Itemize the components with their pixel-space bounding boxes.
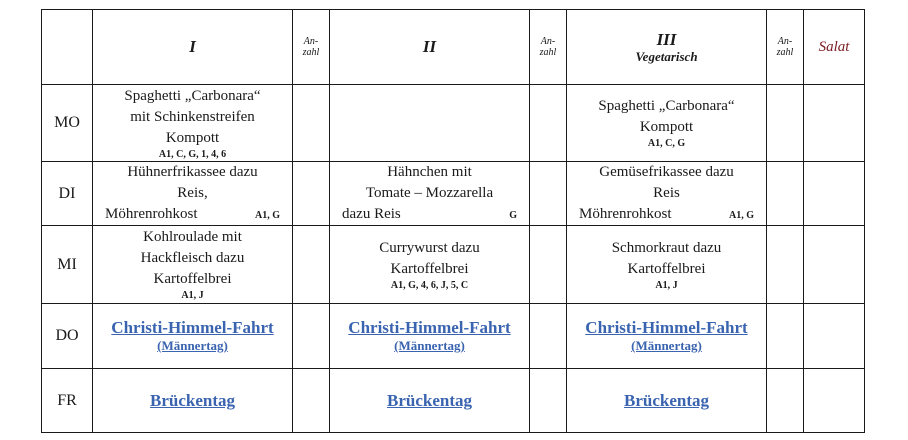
menu-table	[41, 9, 865, 433]
row-tuesday	[42, 162, 865, 226]
meal-line-with-allergens	[93, 204, 292, 225]
count-cell-wednesday-3[interactable]	[767, 226, 804, 304]
meal-thursday-2	[330, 304, 530, 369]
salat-cell-monday[interactable]	[804, 85, 865, 162]
meal-line: Kartoffelbrei	[627, 260, 706, 277]
header-anzahl-1-part2: zahl	[302, 47, 320, 58]
allergen-codes: A1, G	[255, 210, 280, 221]
allergen-codes: A1, J	[655, 279, 678, 291]
salat-cell-friday[interactable]	[804, 369, 865, 433]
meal-line: Tomate – Mozzarella	[365, 185, 494, 201]
meal-line-with-allergens	[330, 204, 529, 225]
holiday-link[interactable]: Christi-Himmel-Fahrt	[348, 318, 511, 337]
allergen-codes: A1, C, G, 1, 4, 6	[158, 148, 227, 160]
meal-line: Kompott	[165, 129, 220, 146]
header-menu-3-sublabel: Vegetarisch	[635, 48, 698, 64]
count-cell-tuesday-3[interactable]	[767, 162, 804, 226]
count-cell-monday-2[interactable]	[530, 85, 567, 162]
meal-line: Kohlroulade mit	[143, 229, 242, 245]
meal-line: Hühnerfrikassee dazu	[127, 164, 258, 180]
header-menu-3	[567, 10, 767, 85]
holiday-link[interactable]: Brückentag	[387, 390, 472, 410]
header-menu-3-label: III	[656, 29, 677, 49]
meal-tuesday-1	[93, 162, 293, 226]
salat-cell-tuesday[interactable]	[804, 162, 865, 226]
meal-line: Hähnchen mit	[387, 164, 472, 180]
salat-cell-wednesday[interactable]	[804, 226, 865, 304]
header-menu-2	[330, 10, 530, 85]
count-cell-wednesday-2[interactable]	[530, 226, 567, 304]
meal-line-with-allergens	[567, 204, 766, 225]
header-row	[42, 10, 865, 85]
meal-line: Currywurst dazu	[379, 239, 480, 256]
header-anzahl-2-part1: An-	[540, 36, 556, 47]
count-cell-friday-3[interactable]	[767, 369, 804, 433]
day-label-tuesday: DI	[42, 162, 93, 226]
row-wednesday	[42, 226, 865, 304]
header-anzahl-3-part2: zahl	[776, 47, 794, 58]
meal-line: mit Schinkenstreifen	[130, 108, 255, 125]
day-label-wednesday: MI	[42, 226, 93, 304]
count-cell-tuesday-2[interactable]	[530, 162, 567, 226]
meal-line: Hackfleisch dazu	[140, 250, 245, 266]
meal-monday-2	[330, 85, 530, 162]
row-thursday	[42, 304, 865, 369]
holiday-link[interactable]: Christi-Himmel-Fahrt	[111, 318, 274, 337]
header-anzahl-1	[293, 10, 330, 85]
count-cell-monday-3[interactable]	[767, 85, 804, 162]
day-label-monday: MO	[42, 85, 93, 162]
holiday-sub-link[interactable]: (Männertag)	[631, 338, 702, 353]
holiday-sub-link[interactable]: (Männertag)	[394, 338, 465, 353]
meal-line: Schmorkraut dazu	[611, 239, 722, 256]
allergen-codes: A1, C, G	[647, 138, 686, 149]
row-monday	[42, 85, 865, 162]
count-cell-friday-2[interactable]	[530, 369, 567, 433]
header-anzahl-1-part1: An-	[303, 36, 319, 47]
holiday-link[interactable]: Brückentag	[150, 390, 235, 410]
meal-line: Kompott	[639, 119, 694, 135]
holiday-link[interactable]: Brückentag	[624, 390, 709, 410]
meal-line: Reis	[653, 185, 680, 201]
allergen-codes: A1, G	[729, 210, 754, 221]
allergen-codes: G	[509, 210, 517, 221]
meal-monday-3	[567, 85, 767, 162]
meal-line: Gemüsefrikassee dazu	[599, 164, 734, 180]
day-label-friday: FR	[42, 369, 93, 433]
salat-cell-thursday[interactable]	[804, 304, 865, 369]
meal-monday-1	[93, 85, 293, 162]
meal-wednesday-3	[567, 226, 767, 304]
count-cell-friday-1[interactable]	[293, 369, 330, 433]
meal-friday-1	[93, 369, 293, 433]
count-cell-wednesday-1[interactable]	[293, 226, 330, 304]
meal-wednesday-1	[93, 226, 293, 304]
meal-tuesday-3	[567, 162, 767, 226]
meal-friday-2	[330, 369, 530, 433]
allergen-codes: A1, J	[181, 290, 204, 301]
allergen-codes: A1, G, 4, 6, J, 5, C	[390, 279, 469, 291]
meal-line: Spaghetti „Carbonara“	[124, 87, 261, 104]
meal-line: dazu Reis	[342, 206, 401, 222]
count-cell-thursday-3[interactable]	[767, 304, 804, 369]
header-anzahl-3	[767, 10, 804, 85]
header-anzahl-2	[530, 10, 567, 85]
meal-thursday-3	[567, 304, 767, 369]
header-menu-1	[93, 10, 293, 85]
header-salat: Salat	[804, 10, 865, 85]
meal-line: Reis,	[177, 185, 208, 201]
meal-friday-3	[567, 369, 767, 433]
meal-wednesday-2	[330, 226, 530, 304]
holiday-link[interactable]: Christi-Himmel-Fahrt	[585, 318, 748, 337]
header-anzahl-2-part2: zahl	[539, 47, 557, 58]
meal-line: Spaghetti „Carbonara“	[598, 98, 735, 114]
header-empty-cell	[42, 10, 93, 85]
meal-line: Möhrenrohkost	[579, 206, 672, 222]
day-label-thursday: DO	[42, 304, 93, 369]
meal-tuesday-2	[330, 162, 530, 226]
meal-thursday-1	[93, 304, 293, 369]
count-cell-tuesday-1[interactable]	[293, 162, 330, 226]
header-menu-1-label: I	[189, 37, 196, 56]
count-cell-thursday-1[interactable]	[293, 304, 330, 369]
header-anzahl-3-part1: An-	[777, 36, 793, 47]
meal-line: Möhrenrohkost	[105, 206, 198, 222]
count-cell-thursday-2[interactable]	[530, 304, 567, 369]
meal-line: Kartoffelbrei	[390, 260, 469, 277]
count-cell-monday-1[interactable]	[293, 85, 330, 162]
row-friday	[42, 369, 865, 433]
meal-line: Kartoffelbrei	[153, 271, 232, 287]
holiday-sub-link[interactable]: (Männertag)	[157, 338, 228, 353]
header-menu-2-label: II	[422, 37, 437, 56]
